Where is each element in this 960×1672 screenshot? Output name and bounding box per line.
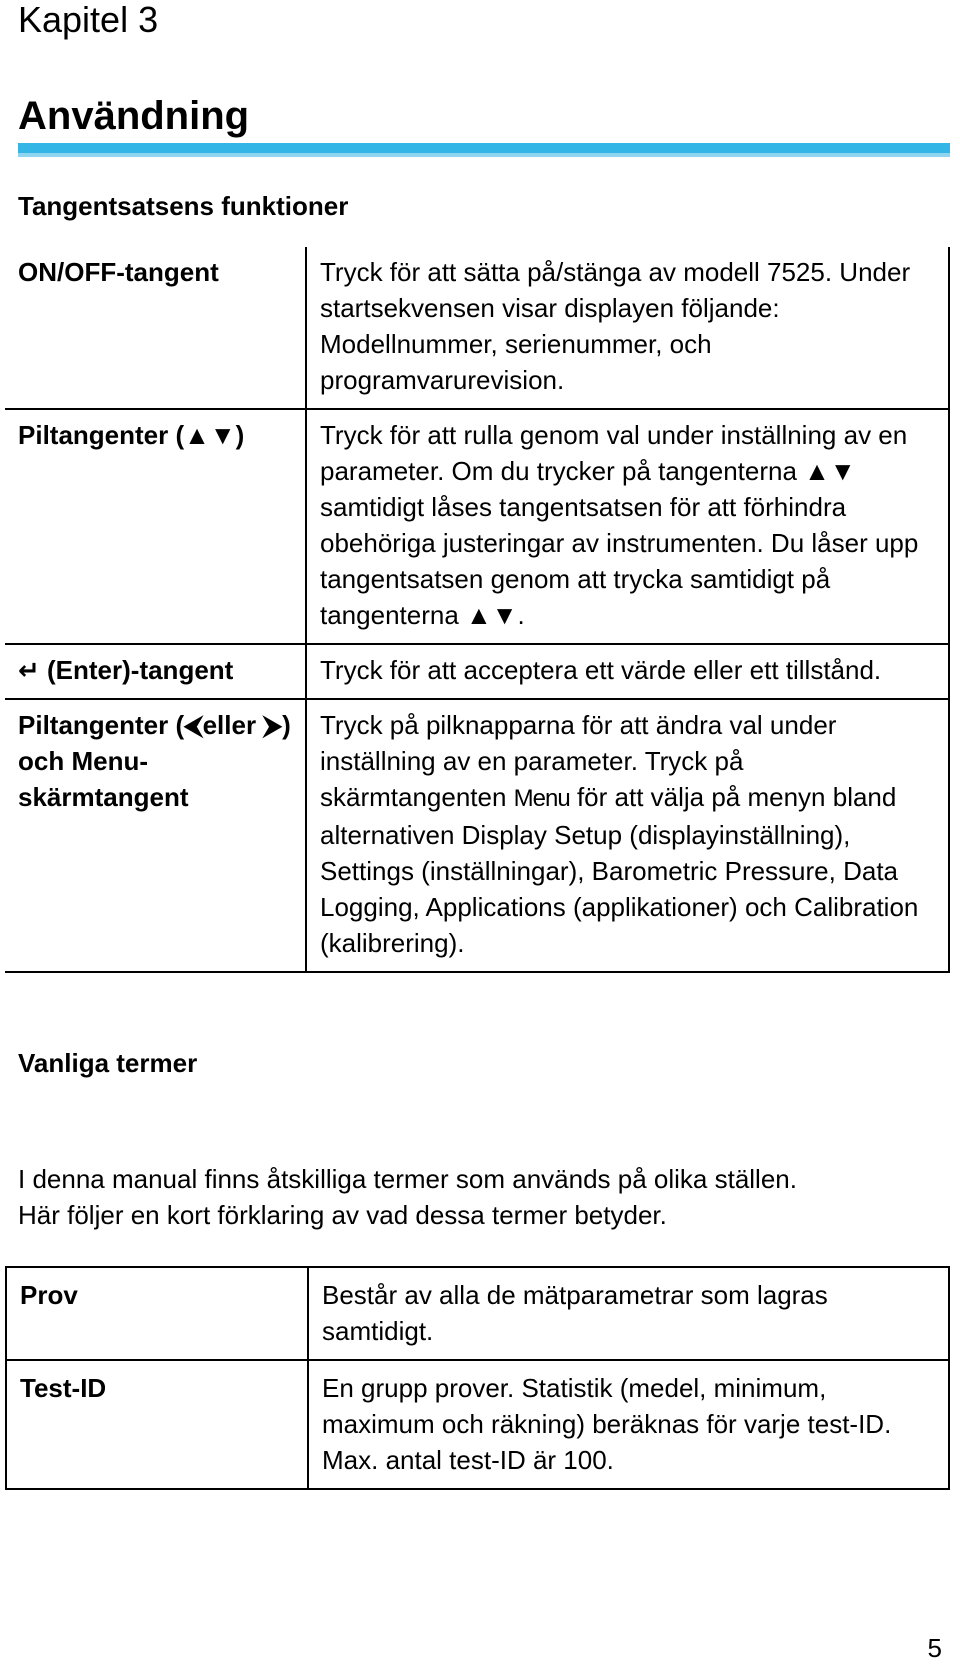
title-rule bbox=[18, 143, 950, 153]
desc-text-after: för att välja på menyn bland alternativen Display Setup (displayinställning), Settings (inställningar), Barometric Pressure, Data Logging, Applications (applikationer) och Calibration (kalibrering). bbox=[320, 782, 919, 958]
section-title: Användning bbox=[18, 94, 250, 138]
table-row bbox=[6, 1267, 949, 1360]
table-row bbox=[6, 1360, 949, 1489]
table-row bbox=[5, 644, 949, 699]
page-number: 5 bbox=[927, 1633, 942, 1663]
menu-softkey-label: Menu bbox=[513, 785, 570, 812]
term-name: Test-ID bbox=[6, 1360, 308, 1489]
key-description: Tryck för att acceptera ett värde eller ett tillstånd. bbox=[306, 644, 949, 699]
key-description: Tryck för att sätta på/stänga av modell 7525. Under startsekvensen visar displayen följande: Modellnummer, serienummer, och programvarurevision. bbox=[306, 247, 949, 409]
terms-table bbox=[5, 1266, 950, 1490]
key-description bbox=[306, 699, 949, 972]
term-name: Prov bbox=[20, 1280, 78, 1310]
keypad-table bbox=[5, 247, 950, 973]
table-row bbox=[5, 247, 949, 409]
key-term: ↵ (Enter)-tangent bbox=[5, 644, 306, 699]
terms-heading: Vanliga termer bbox=[18, 1048, 198, 1078]
terms-intro-line: Här följer en kort förklaring av vad dessa termer betyder. bbox=[18, 1200, 667, 1230]
table-row bbox=[5, 699, 949, 972]
key-description: Tryck för att rulla genom val under inställning av en parameter. Om du trycker på tangenterna ▲▼ samtidigt låses tangentsatsen för att förhindra obehöriga justeringar av instrumenten. Du låser upp tangentsatsen genom att trycka samtidigt på tangenterna ▲▼. bbox=[306, 409, 949, 644]
terms-intro bbox=[18, 1161, 948, 1233]
term-description: En grupp prover. Statistik (medel, minimum, maximum och räkning) beräknas för varje test-ID. Max. antal test-ID är 100. bbox=[308, 1360, 949, 1489]
term-description: Består av alla de mätparametrar som lagras samtidigt. bbox=[308, 1267, 949, 1360]
key-term: Piltangenter (▲▼) bbox=[5, 409, 306, 644]
table-row bbox=[5, 409, 949, 644]
desc-text-before: Tryck på pilknapparna för att ändra val under inställning av en parameter. Tryck på skärmtangenten bbox=[320, 710, 837, 812]
keypad-heading: Tangentsatsens funktioner bbox=[18, 191, 349, 221]
title-rule-shadow bbox=[18, 153, 950, 157]
terms-intro-line: I denna manual finns åtskilliga termer som används på olika ställen. bbox=[18, 1164, 797, 1194]
chapter-label: Kapitel 3 bbox=[18, 0, 159, 40]
key-term: Piltangenter (⮜eller ⮞) och Menu-skärmtangent bbox=[5, 699, 306, 972]
key-term: ON/OFF-tangent bbox=[18, 257, 219, 287]
